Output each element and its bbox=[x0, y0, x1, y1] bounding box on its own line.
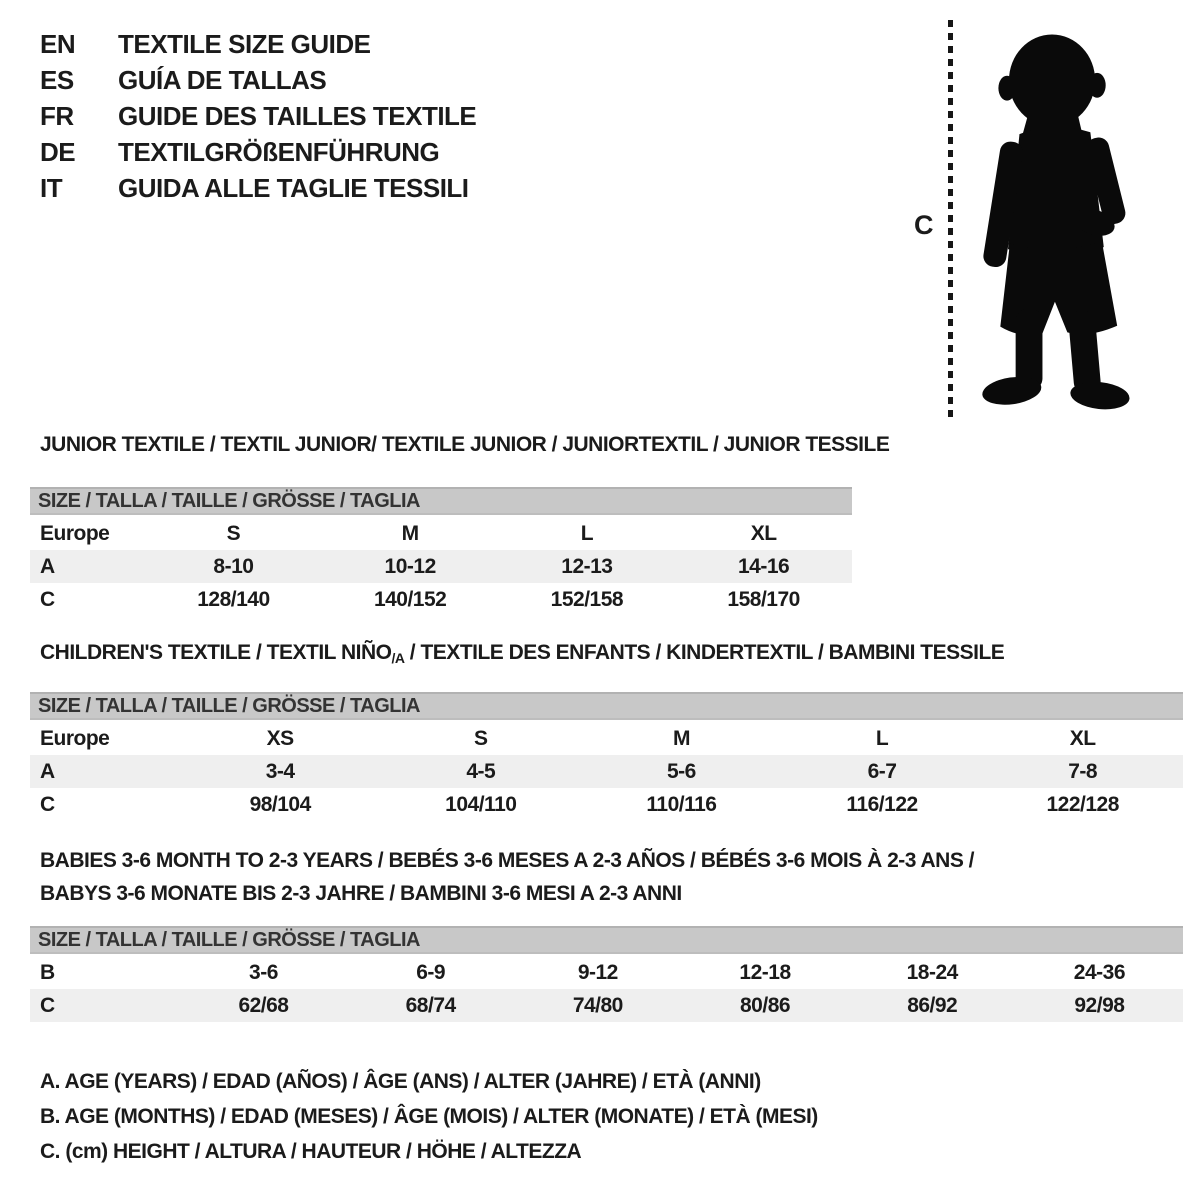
language-title-list bbox=[40, 26, 476, 206]
size-header-text: SIZE / TALLA / TAILLE / GRÖSSE / TAGLIA bbox=[38, 695, 420, 717]
toddler-silhouette-icon bbox=[962, 14, 1144, 419]
age-cell: 7-8 bbox=[982, 755, 1183, 788]
legend-line-a: A. AGE (YEARS) / EDAD (AÑOS) / ÂGE (ANS) / ALTER (JAHRE) / ETÀ (ANNI) bbox=[40, 1070, 761, 1093]
table-row-height bbox=[30, 583, 852, 616]
height-cell: 62/68 bbox=[180, 989, 347, 1022]
row-label: Europe bbox=[40, 521, 110, 545]
age-cell: 6-7 bbox=[782, 755, 983, 788]
row-label: C bbox=[40, 587, 55, 611]
measure-legend bbox=[40, 1064, 818, 1169]
children-size-table bbox=[30, 692, 1183, 821]
row-label: B bbox=[40, 960, 55, 984]
babies-table bbox=[30, 956, 1183, 1022]
language-code: DE bbox=[40, 136, 76, 167]
language-code: EN bbox=[40, 28, 76, 59]
height-cell: 158/170 bbox=[727, 587, 800, 611]
age-cell: 12-13 bbox=[499, 550, 676, 583]
language-row bbox=[40, 98, 476, 134]
size-header-bar bbox=[30, 692, 1183, 720]
age-cell: 14-16 bbox=[675, 550, 852, 583]
size-col: M bbox=[401, 521, 419, 545]
height-cell: 110/116 bbox=[646, 792, 717, 816]
age-cell: 3-4 bbox=[180, 755, 381, 788]
height-cell: 140/152 bbox=[373, 587, 447, 611]
age-cell: 24-36 bbox=[1073, 960, 1126, 984]
table-row-age-months bbox=[30, 956, 1183, 989]
children-title-sub: /A bbox=[391, 650, 405, 666]
guide-title: GUIDA ALLE TAGLIE TESSILI bbox=[118, 172, 469, 203]
row-label: Europe bbox=[40, 726, 110, 750]
babies-section-title-line2: BABYS 3-6 MONATE BIS 2-3 JAHRE / BAMBINI 3-6 MESI A 2-3 ANNI bbox=[40, 882, 682, 905]
table-row-age bbox=[30, 550, 852, 583]
age-cell: 6-9 bbox=[416, 960, 446, 984]
size-col: XL bbox=[750, 521, 777, 545]
children-table bbox=[30, 722, 1183, 821]
language-code: ES bbox=[40, 64, 74, 95]
age-cell: 18-24 bbox=[906, 960, 958, 984]
height-cell: 80/86 bbox=[681, 989, 848, 1022]
legend-line-c: C. (cm) HEIGHT / ALTURA / HAUTEUR / HÖHE / ALTEZZA bbox=[40, 1140, 582, 1163]
row-label: C bbox=[40, 792, 55, 816]
size-header-bar bbox=[30, 487, 852, 515]
junior-size-table bbox=[30, 487, 852, 616]
children-section-title bbox=[40, 641, 1004, 666]
language-code: IT bbox=[40, 172, 63, 203]
row-label: C bbox=[30, 989, 180, 1022]
size-col: S bbox=[474, 726, 488, 750]
language-row bbox=[40, 62, 476, 98]
babies-section-title-line1: BABIES 3-6 MONTH TO 2-3 YEARS / BEBÉS 3-6 MESES A 2-3 AÑOS / BÉBÉS 3-6 MOIS À 2-3 ANS / bbox=[40, 849, 975, 872]
size-col: L bbox=[580, 521, 594, 545]
age-cell: 5-6 bbox=[581, 755, 782, 788]
age-cell: 3-6 bbox=[249, 960, 278, 984]
language-row bbox=[40, 134, 476, 170]
height-cell: 92/98 bbox=[1016, 989, 1183, 1022]
children-title-part2: / TEXTILE DES ENFANTS / KINDERTEXTIL / BAMBINI TESSILE bbox=[404, 641, 1005, 664]
height-cell: 116/122 bbox=[846, 792, 918, 816]
height-cell: 128/140 bbox=[197, 587, 270, 611]
age-cell: 12-18 bbox=[739, 960, 791, 984]
size-header-text: SIZE / TALLA / TAILLE / GRÖSSE / TAGLIA bbox=[38, 490, 420, 512]
size-header-text: SIZE / TALLA / TAILLE / GRÖSSE / TAGLIA bbox=[38, 929, 420, 951]
language-row bbox=[40, 170, 476, 206]
guide-title: TEXTILGRÖßENFÜHRUNG bbox=[118, 136, 440, 167]
children-title-part1: CHILDREN'S TEXTILE / TEXTIL NIÑO bbox=[40, 641, 392, 664]
row-label: A bbox=[30, 550, 145, 583]
table-row-europe bbox=[30, 517, 852, 550]
size-header-bar bbox=[30, 926, 1183, 954]
height-c-label: C bbox=[914, 210, 934, 240]
size-col: M bbox=[672, 726, 690, 750]
height-cell: 68/74 bbox=[347, 989, 514, 1022]
height-cell: 122/128 bbox=[1046, 792, 1119, 816]
junior-section-title: JUNIOR TEXTILE / TEXTIL JUNIOR/ TEXTILE JUNIOR / JUNIORTEXTIL / JUNIOR TESSILE bbox=[40, 433, 890, 456]
size-col: XS bbox=[266, 726, 294, 750]
language-code: FR bbox=[40, 100, 74, 131]
table-row-age bbox=[30, 755, 1183, 788]
guide-title: GUÍA DE TALLAS bbox=[118, 64, 327, 95]
age-cell: 8-10 bbox=[145, 550, 322, 583]
height-dashed-line bbox=[948, 20, 953, 420]
age-cell: 10-12 bbox=[322, 550, 499, 583]
junior-table bbox=[30, 517, 852, 616]
table-row-height bbox=[30, 989, 1183, 1022]
language-row bbox=[40, 26, 476, 62]
table-row-europe bbox=[30, 722, 1183, 755]
table-row-height bbox=[30, 788, 1183, 821]
size-col: L bbox=[875, 726, 889, 750]
height-cell: 74/80 bbox=[514, 989, 681, 1022]
age-cell: 9-12 bbox=[577, 960, 618, 984]
height-cell: 104/110 bbox=[445, 792, 517, 816]
guide-title: TEXTILE SIZE GUIDE bbox=[118, 28, 371, 59]
legend-line-b: B. AGE (MONTHS) / EDAD (MESES) / ÂGE (MOIS) / ALTER (MONATE) / ETÀ (MESI) bbox=[40, 1105, 818, 1128]
size-col: XL bbox=[1069, 726, 1096, 750]
age-cell: 4-5 bbox=[381, 755, 582, 788]
height-cell: 98/104 bbox=[249, 792, 311, 816]
height-measure-figure bbox=[910, 12, 1155, 424]
size-col: S bbox=[226, 521, 241, 545]
height-cell: 152/158 bbox=[550, 587, 624, 611]
babies-size-table bbox=[30, 926, 1183, 1022]
height-cell: 86/92 bbox=[849, 989, 1016, 1022]
row-label: A bbox=[30, 755, 180, 788]
guide-title: GUIDE DES TAILLES TEXTILE bbox=[118, 100, 477, 131]
